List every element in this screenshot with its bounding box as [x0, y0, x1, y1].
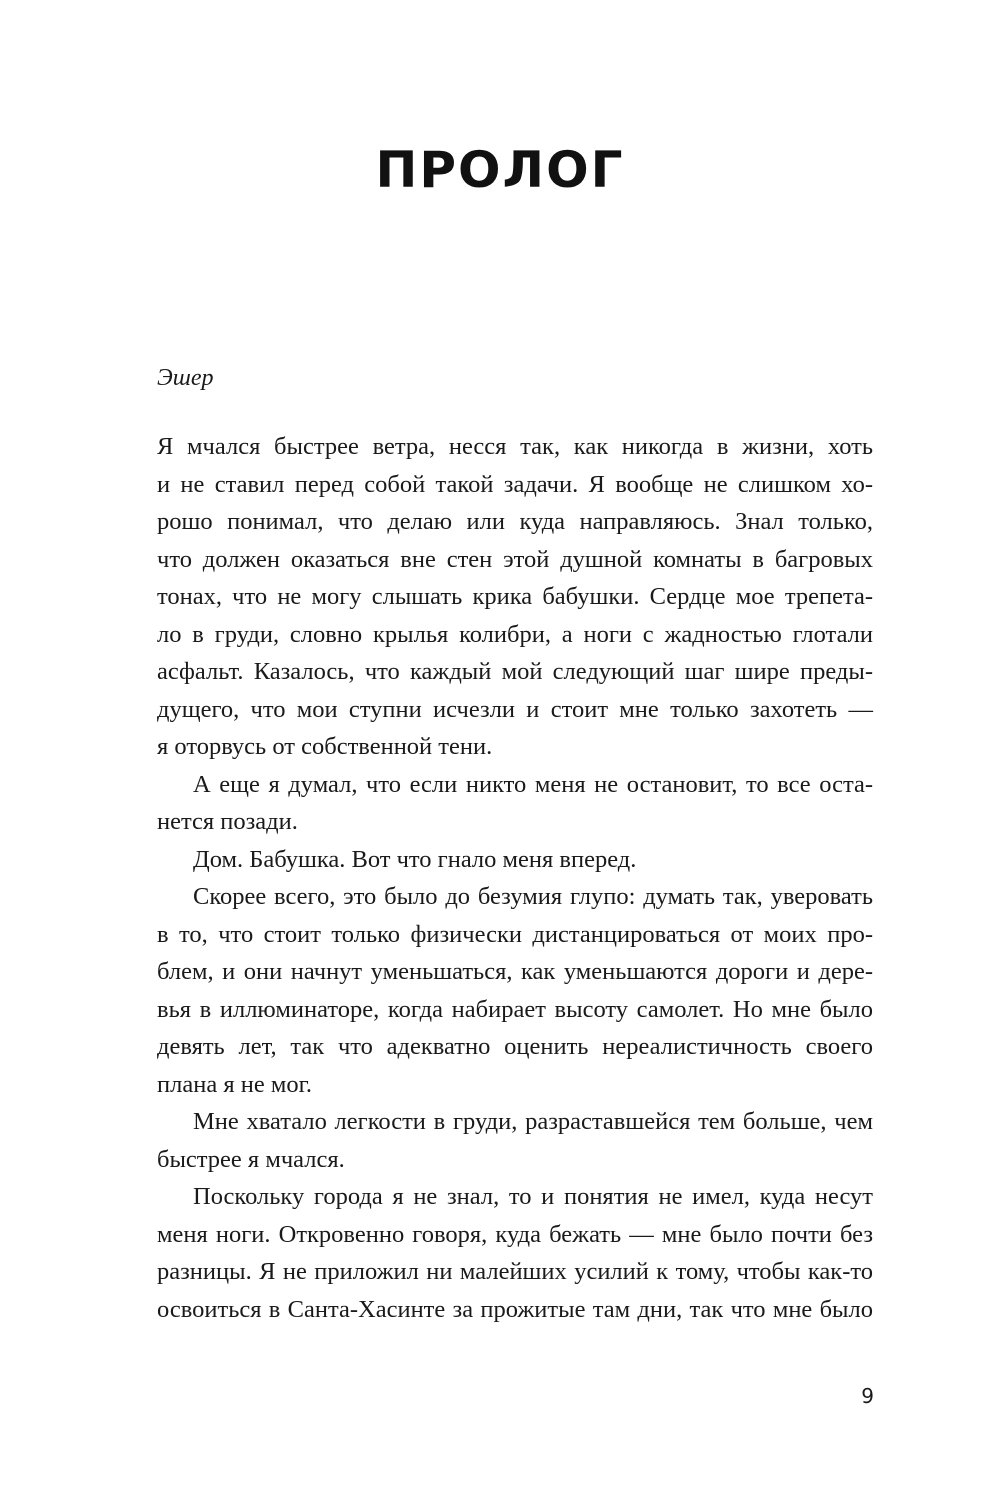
text-line: вья в иллюминаторе, когда набирает высоту самолет. Но мне было: [157, 995, 873, 1023]
text-line: тонах, что не могу слышать крика бабушки. Сердце мое трепета-: [157, 583, 873, 610]
text-line: нется позади.: [157, 808, 298, 835]
text-line: ло в груди, словно крылья колибри, а ноги с жадностью глотали: [157, 620, 873, 648]
text-line: блем, и они начнут уменьшаться, как уменьшаются дороги и дере-: [157, 958, 873, 985]
text-line: девять лет, так что адекватно оценить нереалистичность своего: [157, 1033, 873, 1060]
page-number: 9: [861, 1384, 874, 1408]
text-line: быстрее я мчался.: [157, 1145, 345, 1173]
text-line: в то, что стоит только физически дистанцироваться от моих про-: [157, 920, 873, 948]
text-line: дущего, что мои ступни исчезли и стоит мне только захотеть —: [157, 695, 873, 723]
text-line: и не ставил перед собой такой задачи. Я вообще не слишком хо-: [157, 470, 873, 498]
text-line: разницы. Я не приложил ни малейших усилий к тому, чтобы как-то: [157, 1258, 873, 1285]
text-line: я оторвусь от собственной тени.: [157, 733, 493, 760]
paragraph: [157, 766, 873, 841]
paragraph: [157, 1103, 873, 1178]
paragraph: [157, 428, 873, 766]
body-text: [157, 428, 873, 1328]
text-line: Дом. Бабушка. Вот что гнало меня вперед.: [193, 845, 637, 873]
text-line: Я мчался быстрее ветра, несся так, как никогда в жизни, хоть: [157, 433, 873, 460]
text-line: Мне хватало легкости в груди, разраставшейся тем больше, чем: [193, 1108, 873, 1135]
text-line: освоиться в Санта-Хасинте за прожитые там дни, так что мне было: [157, 1295, 873, 1323]
text-line: рошо понимал, что делаю или куда направляюсь. Знал только,: [157, 508, 873, 535]
chapter-title: ПРОЛОГ: [375, 141, 625, 199]
text-line: плана я не мог.: [157, 1070, 312, 1098]
paragraph: [157, 878, 873, 1103]
text-line: асфальт. Казалось, что каждый мой следующий шаг шире преды-: [157, 658, 873, 685]
paragraph: [157, 841, 873, 879]
text-line: Поскольку города я не знал, то и понятия не имел, куда несут: [193, 1183, 873, 1210]
narrator-name: Эшер: [157, 365, 214, 391]
text-line: меня ноги. Откровенно говоря, куда бежать — мне было почти без: [157, 1220, 873, 1248]
text-line: А еще я думал, что если никто меня не остановит, то все оста-: [193, 770, 873, 798]
text-line: что должен оказаться вне стен этой душной комнаты в багровых: [157, 545, 873, 573]
paragraph: [157, 1178, 873, 1328]
text-line: Скорее всего, это было до безумия глупо: думать так, уверовать: [193, 883, 873, 910]
